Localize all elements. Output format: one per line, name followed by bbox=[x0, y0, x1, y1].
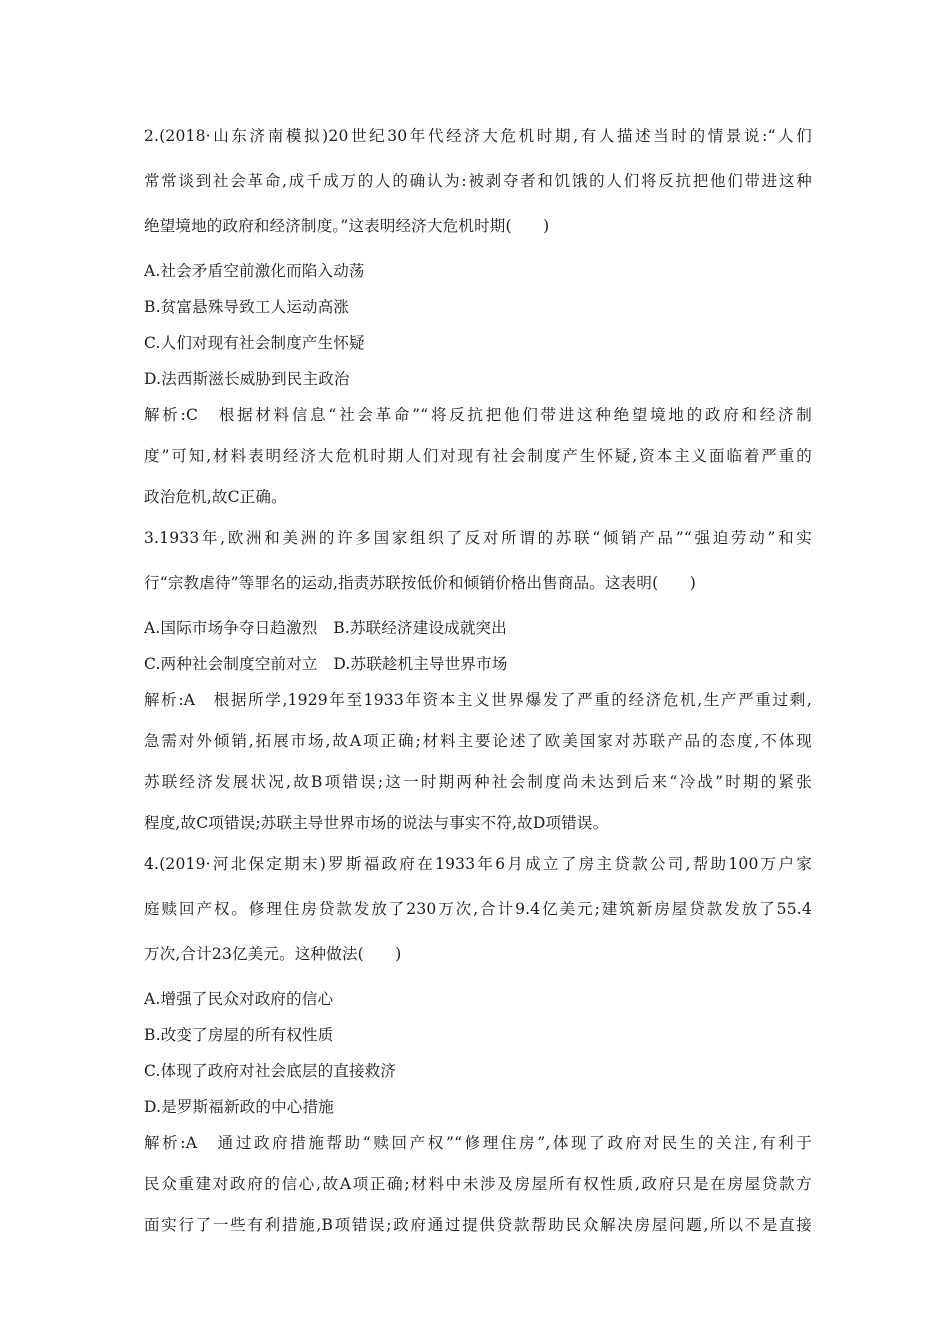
option-b: B.改变了房屋的所有权性质 bbox=[144, 1026, 334, 1044]
analysis-line: 民众重建对政府的信心,故A项正确;材料中未涉及房屋所有权性质,政府只是在房屋贷款方 bbox=[144, 1175, 812, 1193]
option-a: A.社会矛盾空前激化而陷入动荡 bbox=[144, 262, 365, 280]
question-2 bbox=[144, 118, 812, 520]
question-stem-line: 行“宗教虐待”等罪名的运动,指责苏联按低价和倾销价格出售商品。这表明( ) bbox=[144, 574, 696, 592]
question-stem-line: 万次,合计23亿美元。这种做法( ) bbox=[144, 945, 402, 963]
question-stem-line: 4.(2019·河北保定期末)罗斯福政府在1933年6月成立了房主贷款公司,帮助100万户家 bbox=[144, 855, 812, 873]
option-c: C.体现了政府对社会底层的直接救济 bbox=[144, 1062, 397, 1080]
question-stem-line: 常常谈到社会革命,成千成万的人的确认为:被剥夺者和饥饿的人们将反抗把他们带进这种 bbox=[144, 172, 812, 190]
analysis-line: 解析:A 根据所学,1929年至1933年资本主义世界爆发了严重的经济危机,生产严重过剩, bbox=[144, 691, 812, 709]
question-stem-line: 绝望境地的政府和经济制度。”这表明经济大危机时期( ) bbox=[144, 217, 550, 235]
document-page bbox=[144, 118, 812, 1248]
question-stem-line: 3.1933年,欧洲和美洲的许多国家组织了反对所谓的苏联“倾销产品”“强迫劳动”和实 bbox=[144, 529, 812, 547]
option-cd: C.两种社会制度空前对立 D.苏联趁机主导世界市场 bbox=[144, 655, 508, 673]
option-b: B.贫富悬殊导致工人运动高涨 bbox=[144, 298, 350, 316]
question-3 bbox=[144, 520, 812, 846]
analysis-line: 程度,故C项错误;苏联主导世界市场的说法与事实不符,故D项错误。 bbox=[144, 814, 609, 832]
analysis-line: 苏联经济发展状况,故B项错误;这一时期两种社会制度尚未达到后来“冷战”时期的紧张 bbox=[144, 773, 812, 791]
analysis-line: 解析:C 根据材料信息“社会革命”“将反抗把他们带进这种绝望境地的政府和经济制 bbox=[144, 406, 812, 424]
option-d: D.法西斯滋长威胁到民主政治 bbox=[144, 370, 350, 388]
option-c: C.人们对现有社会制度产生怀疑 bbox=[144, 334, 365, 352]
option-ab: A.国际市场争夺日趋激烈 B.苏联经济建设成就突出 bbox=[144, 619, 507, 637]
question-stem-line: 庭赎回产权。修理住房贷款发放了230万次,合计9.4亿美元;建筑新房屋贷款发放了55.4 bbox=[144, 900, 812, 918]
analysis-line: 面实行了一些有利措施,B项错误;政府通过提供贷款帮助民众解决房屋问题,所以不是直接 bbox=[144, 1216, 812, 1234]
question-4 bbox=[144, 846, 812, 1248]
option-d: D.是罗斯福新政的中心措施 bbox=[144, 1098, 334, 1116]
analysis-line: 解析:A 通过政府措施帮助“赎回产权”“修理住房”,体现了政府对民生的关注,有利于 bbox=[144, 1134, 812, 1152]
question-stem-line: 2.(2018·山东济南模拟)20世纪30年代经济大危机时期,有人描述当时的情景说:“人们 bbox=[144, 127, 812, 145]
analysis-line: 度”可知,材料表明经济大危机时期人们对现有社会制度产生怀疑,资本主义面临着严重的 bbox=[144, 447, 812, 465]
analysis-line: 急需对外倾销,拓展市场,故A项正确;材料主要论述了欧美国家对苏联产品的态度,不体现 bbox=[144, 732, 812, 750]
analysis-line: 政治危机,故C正确。 bbox=[144, 488, 287, 506]
option-a: A.增强了民众对政府的信心 bbox=[144, 990, 334, 1008]
